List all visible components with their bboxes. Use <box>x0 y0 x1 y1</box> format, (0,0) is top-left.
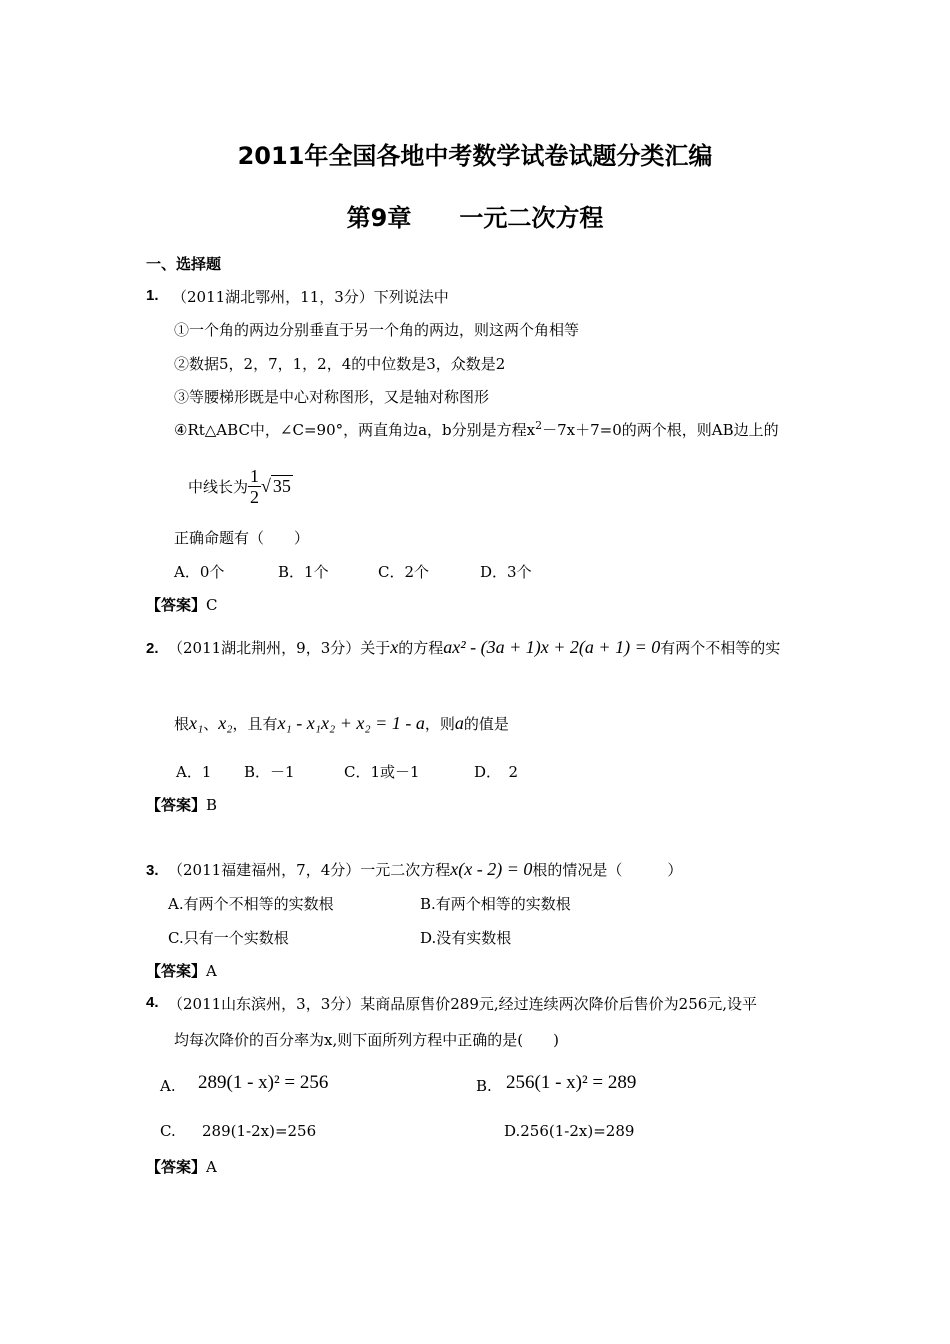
q1-prompt: 正确命题有（ ） <box>174 529 310 547</box>
q1-fraction <box>248 466 261 507</box>
q3-option-c: C.只有一个实数根 <box>168 929 289 947</box>
q3-equation: x(x - 2) = 0 <box>450 859 533 879</box>
q4-answer-value: A <box>206 1158 217 1176</box>
q3-option-d: D.没有实数根 <box>420 929 512 947</box>
q2-sep: 、 <box>203 715 219 733</box>
q3-answer-label: 【答案】 <box>146 962 207 980</box>
q4-answer-label: 【答案】 <box>146 1158 207 1176</box>
chapter-title: 第9章 一元二次方程 <box>346 204 604 232</box>
q4-stem-1: （2011山东滨州，3，3分）某商品原售价289元,经过连续两次降价后售价为256元,设平 <box>168 995 758 1013</box>
q2-option-c: C．1或－1 <box>344 763 420 781</box>
q1-s5-pre: 中线长为 <box>188 478 249 496</box>
q2-condition: x₁ - x₁x₂ + x₂ = 1 - a <box>277 713 425 733</box>
q2-line-2 <box>174 713 509 734</box>
q2-line2-mid: ，且有 <box>232 715 278 733</box>
q4-option-c-equation: 289(1-2x)=256 <box>202 1122 317 1140</box>
q1-option-a: A．0个 <box>174 563 225 581</box>
q1-frac-den: 2 <box>250 487 260 507</box>
q2-stem <box>168 637 780 658</box>
q1-statement-2: ②数据5，2，7，1，2，4的中位数是3，众数是2 <box>174 355 506 373</box>
q1-s4-post: －7x＋7=0的两个根，则AB边上的 <box>542 421 779 439</box>
q4-number: 4. <box>146 994 159 1011</box>
q2-stem-pre: （2011湖北荆州，9，3分）关于 <box>168 639 391 657</box>
q1-number: 1. <box>146 287 159 304</box>
q2-answer-value: B <box>206 796 218 814</box>
q1-option-d: D．3个 <box>480 563 532 581</box>
q2-equation: ax² - (3a + 1)x + 2(a + 1) = 0 <box>443 637 661 657</box>
q4-option-b-label: B. <box>476 1077 492 1095</box>
q3-stem-post: 根的情况是（ ） <box>532 861 683 879</box>
q4-answer <box>146 1156 217 1177</box>
q3-stem <box>168 859 682 880</box>
q3-answer <box>146 960 217 981</box>
q2-answer <box>146 794 217 815</box>
q4-stem-2: 均每次降价的百分率为x,则下面所列方程中正确的是( ) <box>174 1031 559 1049</box>
q4-option-b-equation: 256(1 - x)² = 289 <box>506 1072 637 1093</box>
q1-answer-value: C <box>206 596 218 614</box>
q4-option-d: D.256(1-2x)=289 <box>504 1122 635 1140</box>
q2-option-d: D． 2 <box>474 763 519 781</box>
q2-stem-mid: 的方程 <box>398 639 444 657</box>
q3-option-a: A.有两个不相等的实数根 <box>168 895 334 913</box>
q4-option-a-label: A. <box>160 1077 176 1095</box>
q1-answer-label: 【答案】 <box>146 596 207 614</box>
q4-option-c-label: C. <box>160 1122 176 1140</box>
q1-statement-4-cont <box>188 466 293 507</box>
q1-option-c: C．2个 <box>378 563 430 581</box>
q2-line2-mid2: ，则 <box>424 715 455 733</box>
q1-statement-4 <box>174 419 779 440</box>
q2-x2: x₂ <box>218 713 233 733</box>
q2-var-x: x <box>390 637 399 657</box>
q1-s4-sup: 2 <box>535 419 543 432</box>
q2-stem-post: 有两个不相等的实 <box>660 639 781 657</box>
q1-answer <box>146 594 218 615</box>
section-heading: 一、选择题 <box>146 255 222 273</box>
q2-line2-pre: 根 <box>174 715 190 733</box>
q2-line2-post: 的值是 <box>463 715 509 733</box>
q1-stem: （2011湖北鄂州，11，3分）下列说法中 <box>172 288 449 306</box>
q1-sqrt-radicand: 35 <box>272 476 291 496</box>
document-title: 2011年全国各地中考数学试卷试题分类汇编 <box>237 142 713 170</box>
q1-frac-num: 1 <box>250 466 260 486</box>
q3-number: 3. <box>146 862 159 879</box>
q2-option-a: A．1 <box>176 763 212 781</box>
q1-s4-pre: ④Rt△ABC中，∠C=90°，两直角边a，b分别是方程x <box>174 421 536 439</box>
q3-option-b: B.有两个相等的实数根 <box>420 895 571 913</box>
q2-number: 2. <box>146 640 159 657</box>
q1-statement-1: ①一个角的两边分别垂直于另一个角的两边，则这两个角相等 <box>174 321 580 339</box>
q2-option-b: B．－1 <box>244 763 295 781</box>
q2-var-a: a <box>454 713 464 733</box>
q3-answer-value: A <box>206 962 217 980</box>
q4-option-a-equation: 289(1 - x)² = 256 <box>198 1072 329 1093</box>
q1-sqrt: √ 35 <box>261 476 291 496</box>
q1-option-b: B．1个 <box>278 563 329 581</box>
q3-stem-pre: （2011福建福州，7，4分）一元二次方程 <box>168 861 451 879</box>
q2-answer-label: 【答案】 <box>146 796 207 814</box>
q1-statement-3: ③等腰梯形既是中心对称图形，又是轴对称图形 <box>174 388 490 406</box>
q2-x1: x₁ <box>189 713 204 733</box>
